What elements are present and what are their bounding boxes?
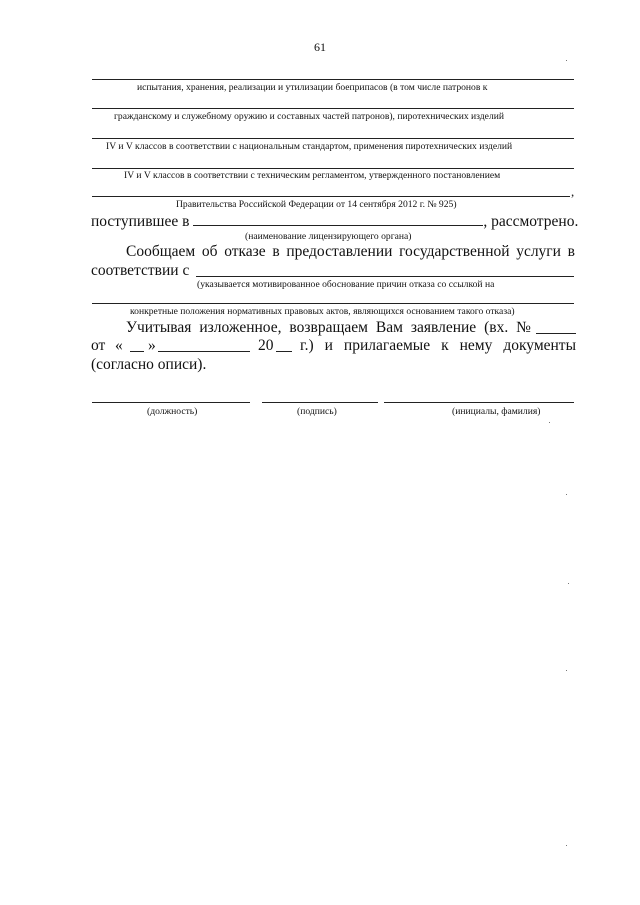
header-rule-3 xyxy=(92,138,574,139)
signature-field[interactable] xyxy=(262,402,378,403)
header-line-2: гражданскому и служебному оружию и составных частей патронов), пиротехнических изделий xyxy=(114,111,504,122)
header-line-3: IV и V классов в соответствии с национальным стандартом, применения пиротехнических изделий xyxy=(106,141,513,152)
scan-speck xyxy=(568,583,569,584)
return-line-2-rest xyxy=(300,336,576,355)
return-word: прилагаемые xyxy=(343,337,431,354)
return-line-1 xyxy=(126,318,531,337)
header-line-5: Правительства Российской Федерации от 14 сентября 2012 г. № 925) xyxy=(176,199,457,210)
return-word: Учитывая xyxy=(126,319,192,336)
received-suffix: , рассмотрено. xyxy=(483,213,579,230)
year-field[interactable] xyxy=(276,351,292,352)
refusal-word: государственной xyxy=(399,243,510,260)
refusal-word: услуги xyxy=(516,243,561,260)
signature-caption: (подпись) xyxy=(297,406,337,417)
return-quote-open: « xyxy=(115,337,123,354)
return-word: и xyxy=(324,337,333,354)
page-number: 61 xyxy=(314,40,326,54)
scan-speck xyxy=(566,670,567,671)
return-word: документы xyxy=(503,337,576,354)
refusal-reason-field-1[interactable] xyxy=(196,276,574,277)
return-word: № xyxy=(516,319,531,336)
refusal-word: Сообщаем xyxy=(126,243,196,260)
received-prefix: поступившее в xyxy=(91,213,190,230)
position-caption: (должность) xyxy=(147,406,198,417)
return-word: изложенное, xyxy=(199,319,282,336)
return-quote-close: » xyxy=(148,337,156,354)
refusal-reason-field-2[interactable] xyxy=(92,303,574,304)
return-word: нему xyxy=(459,337,493,354)
refusal-word: отказе xyxy=(224,243,266,260)
return-line-3: (согласно описи). xyxy=(91,356,207,373)
header-rule-2 xyxy=(92,108,574,109)
return-word: (вх. xyxy=(484,319,509,336)
day-field[interactable] xyxy=(130,351,144,352)
header-line-4-comma: , xyxy=(571,184,575,199)
name-field[interactable] xyxy=(384,402,574,403)
scan-speck xyxy=(549,422,550,423)
return-from: от xyxy=(91,337,106,354)
licensing-authority-caption: (наименование лицензирующего органа) xyxy=(245,231,412,242)
month-field[interactable] xyxy=(158,351,250,352)
return-word: заявление xyxy=(410,319,477,336)
return-year-prefix: 20 xyxy=(258,337,274,354)
refusal-line-1 xyxy=(126,242,575,261)
received-line xyxy=(91,212,578,231)
return-word: г.) xyxy=(300,337,314,354)
header-line-4: IV и V классов в соответствии с техническим регламентом, утвержденного постановлением xyxy=(124,170,501,181)
scan-speck xyxy=(566,845,567,846)
refusal-word: в xyxy=(567,243,575,260)
refusal-caption-2: конкретные положения нормативных правовых актов, являющихся основанием такого отказа) xyxy=(130,306,515,317)
refusal-word: об xyxy=(201,243,218,260)
header-rule-4 xyxy=(92,168,574,169)
incoming-number-field[interactable] xyxy=(536,333,576,334)
refusal-caption-1: (указывается мотивированное обоснование причин отказа со ссылкой на xyxy=(197,279,495,290)
scan-speck xyxy=(566,60,567,61)
position-field[interactable] xyxy=(92,402,250,403)
return-word: Вам xyxy=(375,319,403,336)
header-rule-5 xyxy=(92,196,570,197)
refusal-word: в xyxy=(272,243,280,260)
return-word: возвращаем xyxy=(289,319,368,336)
licensing-authority-field[interactable] xyxy=(193,212,483,226)
header-line-1: испытания, хранения, реализации и утилизации боеприпасов (в том числе патронов к xyxy=(137,82,488,93)
header-rule-top xyxy=(92,79,574,80)
refusal-word: предоставлении xyxy=(286,243,393,260)
return-word: к xyxy=(441,337,449,354)
name-caption: (инициалы, фамилия) xyxy=(452,406,541,417)
refusal-line-2-prefix: соответствии с xyxy=(91,262,190,279)
scan-speck xyxy=(566,494,567,495)
